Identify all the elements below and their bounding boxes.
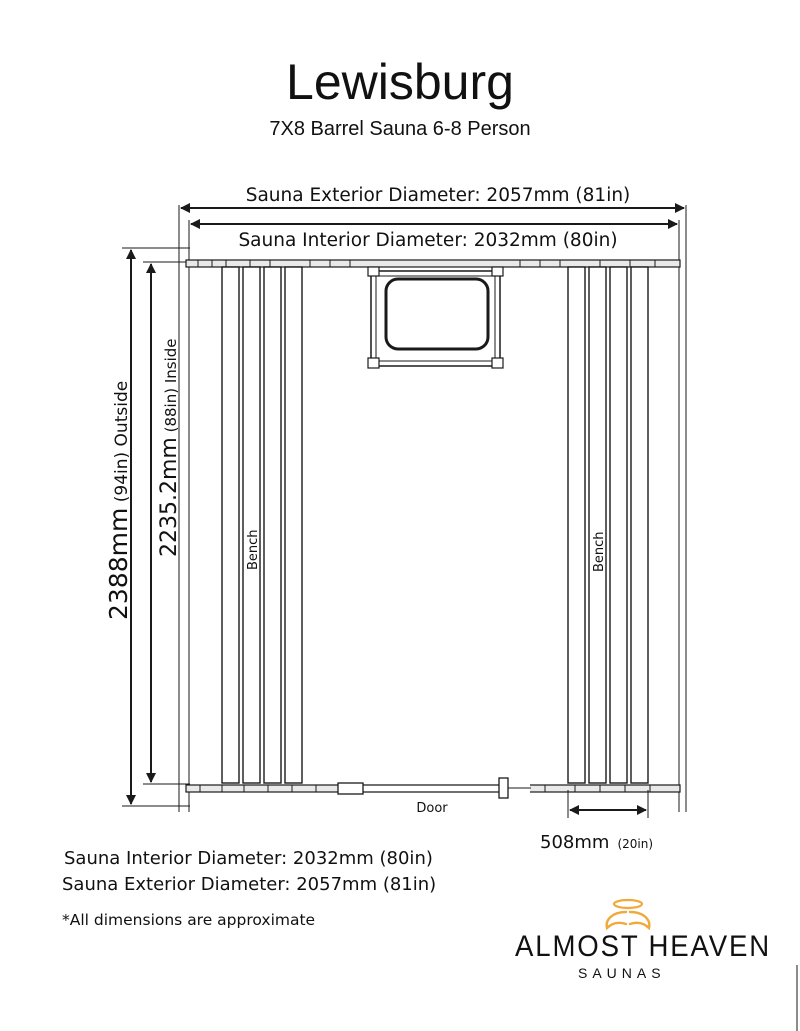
- halo-icon: [614, 900, 642, 908]
- bench-left-slat-4: [285, 267, 302, 783]
- bench-right-slat-3: [610, 267, 627, 783]
- inside-length-suffix: (88in) Inside: [162, 338, 180, 438]
- outside-length-value: 2388mm: [104, 507, 133, 620]
- bench-left-label: Bench: [246, 529, 261, 570]
- heater-post-bl: [368, 358, 379, 368]
- exterior-diameter-label: Sauna Exterior Diameter: 2057mm (81in): [245, 185, 631, 206]
- wing-left-icon: [607, 912, 626, 928]
- approximate-note: *All dimensions are approximate: [62, 911, 316, 929]
- bench-depth-suffix: (20in): [617, 837, 654, 851]
- bench-right-slat-4: [631, 267, 648, 783]
- bench-left: [222, 267, 302, 783]
- wing-right-icon: [630, 912, 649, 928]
- page-title: Lewisburg: [286, 54, 514, 110]
- heater-post-tr: [492, 267, 503, 276]
- bench-right-slat-2: [589, 267, 606, 783]
- bench-left-slat-3: [264, 267, 281, 783]
- bench-depth-value: 508mm: [540, 832, 610, 853]
- inside-length-dimension: [143, 262, 190, 784]
- summary-exterior-diameter: Sauna Exterior Diameter: 2057mm (81in): [62, 874, 437, 895]
- heater-post-tl: [368, 267, 379, 276]
- bench-depth-label: [540, 832, 653, 853]
- bench-right: [568, 267, 648, 783]
- bench-left-slat-2: [243, 267, 260, 783]
- brand-name: ALMOST HEAVEN: [515, 930, 772, 963]
- page-subtitle: 7X8 Barrel Sauna 6-8 Person: [269, 118, 531, 140]
- inside-length-label: [157, 338, 182, 557]
- bench-right-label: Bench: [592, 531, 607, 572]
- door-handle: [499, 778, 508, 798]
- door: [338, 778, 531, 798]
- heater-frame: [371, 271, 500, 366]
- bench-depth-dimension: [568, 790, 648, 818]
- interior-diameter-label: Sauna Interior Diameter: 2032mm (80in): [238, 230, 618, 251]
- top-wall: [186, 260, 680, 267]
- summary-interior-diameter: Sauna Interior Diameter: 2032mm (80in): [64, 848, 433, 869]
- heater: [368, 267, 503, 368]
- bench-right-slat-1: [568, 267, 585, 783]
- bench-left-slat-1: [222, 267, 239, 783]
- inside-length-value: 2235.2mm: [157, 437, 182, 557]
- brand-subtitle: SAUNAS: [578, 965, 666, 981]
- door-hinge: [338, 783, 363, 794]
- outside-length-suffix: (94in) Outside: [112, 380, 132, 508]
- heater-stones: [386, 279, 488, 349]
- brand-logo-icon: [607, 900, 650, 928]
- door-label: Door: [416, 801, 448, 816]
- heater-post-br: [492, 358, 503, 368]
- outside-length-label: [104, 381, 133, 620]
